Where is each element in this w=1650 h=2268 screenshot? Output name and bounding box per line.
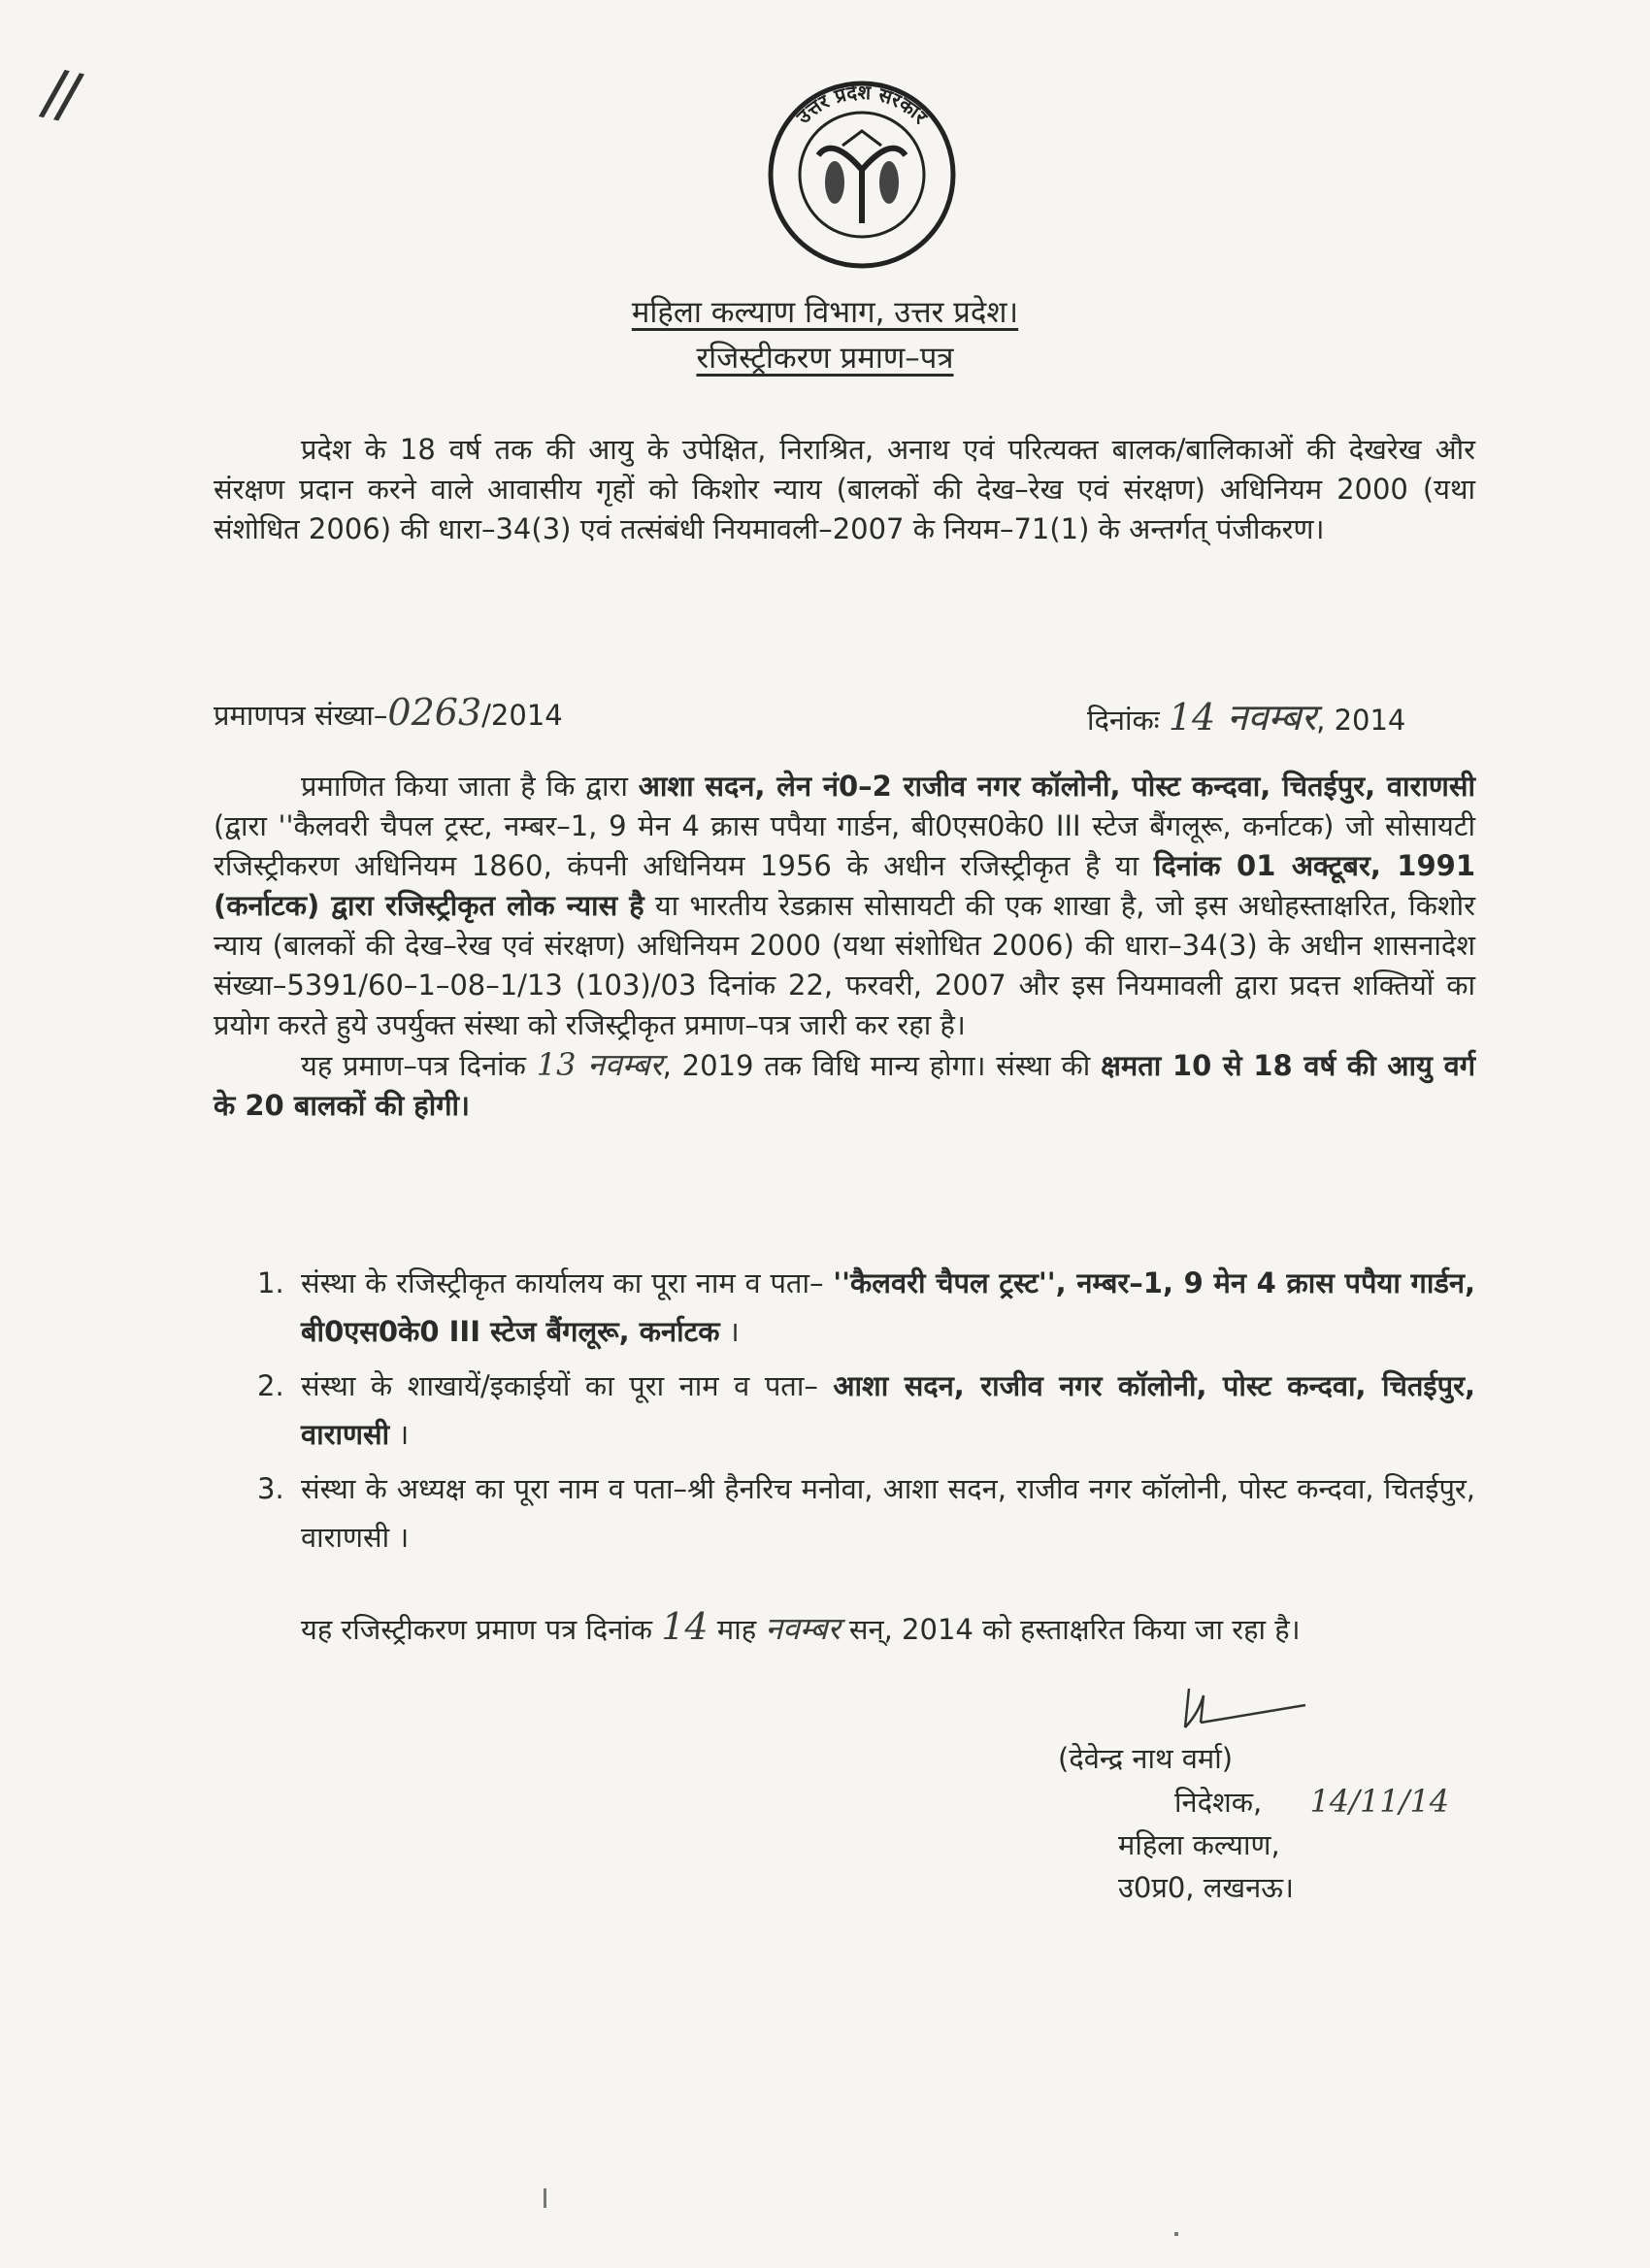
up-government-emblem-icon: [765, 78, 959, 272]
p1-text-c: (द्वारा ''कैलवरी चैपल ट्रस्ट, नम्बर–1, 9 मेन 4 क्रास पपैया गार्डन, बी0एस0के0 III स्टेज बैंगलूरू, कर्नाटक) जो सोसायटी रजिस्ट्रीकरण अधिनियम 1860, कंपनी अधिनियम 1956 के अधीन रजिस्ट्रीकृत है या: [214, 809, 1475, 882]
intro-paragraph: [214, 430, 1475, 549]
p1-text-e: या भारतीय रेडक्रास सोसायटी की एक शाखा है, जो इस अधोहस्ताक्षरित, किशोर न्याय (बालकों की देख–रेख एवं संरक्षण) अधिनियम 2000 (यथा संशोधित 2006) की धारा–34(3) के अधीन शासनादेश संख्या–5391/60–1–08–1/13 (103)/03 दिनांक 22, फरवरी, 2007 और इस नियमावली द्वारा प्रदत्त शक्तियों का प्रयोग करते हुये उपर्युक्त संस्था को रजिस्ट्रीकृत प्रमाण–पत्र जारी कर रहा है।: [214, 889, 1475, 1041]
validity-date-handwritten: 13 नवम्बर: [536, 1046, 663, 1083]
closing-text: [214, 1607, 1475, 1650]
details-list: [257, 1259, 1475, 1567]
signatory-designation-row: [1058, 1780, 1449, 1824]
list-bold-text: ''कैलवरी चैपल ट्रस्ट'', नम्बर–1, 9 मेन 4 क्रास पपैया गार्डन, बी0एस0के0 III स्टेज बैंगलूरू, कर्नाटक: [301, 1266, 1475, 1348]
p2-text-b: , 2019 तक विधि मान्य होगा। संस्था की: [662, 1049, 1102, 1082]
signature-date-handwritten: 14/11/14: [1309, 1783, 1450, 1820]
p2-text-a: यह प्रमाण–पत्र दिनांक: [301, 1049, 537, 1082]
department-heading: महिला कल्याण विभाग, उत्तर प्रदेश।: [631, 295, 1019, 330]
number-label: प्रमाणपत्र संख्या–: [214, 699, 388, 732]
certificate-number-row: [214, 691, 1475, 740]
corner-mark: //: [36, 55, 82, 133]
list-end: ।: [389, 1418, 410, 1451]
closing-month-handwritten: नवम्बर: [765, 1610, 841, 1647]
signatory-designation: निदेशक,: [1174, 1786, 1263, 1819]
date-year: 2014: [1334, 704, 1406, 737]
list-text: संस्था के रजिस्ट्रीकृत कार्यालय का पूरा नाम व पता–: [301, 1266, 834, 1299]
list-end: ।: [389, 1521, 410, 1554]
list-item: [257, 1464, 1475, 1561]
list-number: 2.: [257, 1369, 284, 1402]
date-label: दिनांकः: [1087, 704, 1160, 737]
list-item: [257, 1362, 1475, 1459]
closing-day-handwritten: 14: [661, 1605, 709, 1648]
signature-block: [1058, 1737, 1449, 1909]
list-item: [257, 1259, 1475, 1356]
signatory-name: (देवेन्द्र नाथ वर्मा): [1058, 1742, 1234, 1775]
p1-text-a: प्रमाणित किया जाता है कि द्वारा: [301, 770, 639, 803]
list-number: 3.: [257, 1472, 284, 1505]
main-body: [214, 767, 1475, 1126]
list-bold-text: आशा सदन, राजीव नगर कॉलोनी, पोस्ट कन्दवा, चितईपुर, वाराणसी: [301, 1369, 1475, 1451]
date-group: दिनांकः 14 नवम्बर, 2014: [1087, 696, 1406, 739]
list-text: संस्था के अध्यक्ष का पूरा नाम व पता–श्री हैनरिच मनोवा, आशा सदन, राजीव नगर कॉलोनी, पोस्ट कन्दवा, चितईपुर, वाराणसी: [301, 1472, 1475, 1554]
trust-registration: दिनांक 01 अक्टूबर, 1991 (कर्नाटक) द्वारा रजिस्ट्रीकृत लोक न्यास है: [214, 849, 1475, 922]
svg-text:उत्तर प्रदेश सरकार: उत्तर प्रदेश सरकार: [791, 80, 933, 129]
list-end: ।: [719, 1315, 740, 1348]
intro-text: प्रदेश के 18 वर्ष तक की आयु के उपेक्षित, निराश्रित, अनाथ एवं परित्यक्त बालक/बालिकाओं की देखरेख और संरक्षण प्रदान करने वाले आवासीय गृहों को किशोर न्याय (बालकों की देख–रेख एवं संरक्षण) अधिनियम 2000 (यथा संशोधित 2006) की धारा–34(3) एवं तत्संबंधी नियमावली–2007 के नियम–71(1) के अन्तर्गत् पंजीकरण।: [214, 433, 1475, 545]
date-handwritten: 14 नवम्बर: [1168, 696, 1317, 739]
signatory-place: उ0प्र0, लखनऊ।: [1118, 1871, 1294, 1904]
scan-mark: [544, 2188, 546, 2208]
validity-paragraph: [214, 1045, 1475, 1126]
capacity-statement: क्षमता 10 से 18 वर्ष की आयु वर्ग के 20 बालकों की होगी।: [214, 1049, 1476, 1122]
institution-address: आशा सदन, लेन नं0–2 राजीव नगर कॉलोनी, पोस्ट कन्दवा, चितईपुर, वाराणसी: [638, 770, 1475, 803]
signatory-department: महिला कल्याण,: [1118, 1828, 1280, 1861]
certification-paragraph: [214, 767, 1475, 1045]
certificate-number-handwritten: 0263: [387, 691, 482, 734]
closing-text-c: सन्, 2014 को हस्ताक्षरित किया जा रहा है।: [840, 1613, 1301, 1646]
number-year: /2014: [481, 699, 563, 732]
closing-text-a: यह रजिस्ट्रीकरण प्रमाण पत्र दिनांक: [301, 1613, 662, 1646]
scan-dot: [1174, 2232, 1178, 2236]
list-text: संस्था के शाखायें/इकाईयों का पूरा नाम व पता–: [301, 1369, 834, 1402]
list-number: 1.: [257, 1266, 284, 1299]
closing-paragraph: [214, 1607, 1475, 1650]
certificate-title: रजिस्ट्रीकरण प्रमाण–पत्र: [696, 341, 954, 376]
closing-text-b: माह: [708, 1613, 766, 1646]
